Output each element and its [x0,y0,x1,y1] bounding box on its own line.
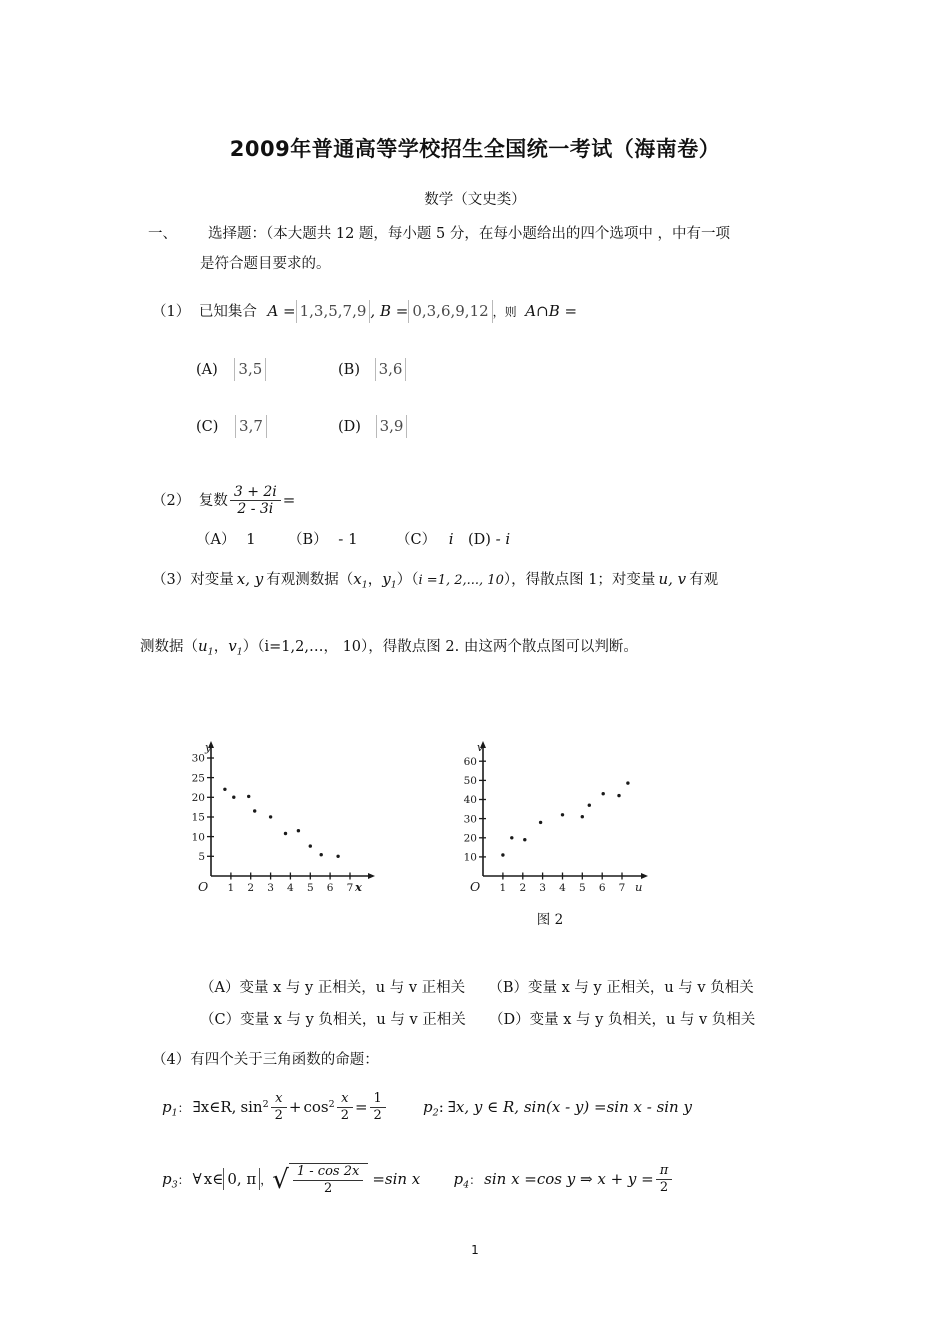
svg-text:6: 6 [326,882,334,894]
data-point [626,781,629,784]
data-point [588,804,591,807]
page-title: 2009年普通高等学校招生全国统一考试（海南卷） [229,137,721,161]
question-3-option-a[interactable] [200,980,465,996]
svg-text:30: 30 [191,752,205,765]
data-point [309,844,312,847]
p3-subscript: 3 [171,1179,178,1191]
p4-fraction [656,1164,673,1196]
option-d-text: 变量 x 与 y 负相关，u 与 v 负相关 [529,1012,756,1028]
p1-arg-2-num: x [341,1091,349,1106]
p3-quantifier: ∀ [192,1169,202,1188]
data-point [539,821,542,824]
question-2-stem: 复数 [198,492,228,509]
svg-text:10: 10 [463,851,477,864]
data-point [320,853,323,856]
p3-interval: 0, π [223,1168,260,1191]
q3-y1-subscript: 1 [390,579,397,591]
question-1-option-c[interactable] [196,415,267,439]
fraction-denominator: 2 - 3i [230,500,281,518]
data-point [336,855,339,858]
option-a-label: (A) [196,362,218,378]
p3-label: p [162,1169,172,1188]
q3-u1: u [198,637,208,655]
question-3-option-c[interactable] [200,1012,466,1028]
p1-arg-2 [337,1092,353,1124]
proposition-p3-p4 [162,1163,902,1197]
p3-sqrt-body [289,1163,368,1197]
option-b-label: （B） [288,532,328,548]
svg-text:20: 20 [191,792,205,804]
data-point [602,792,605,795]
svg-text:20: 20 [463,832,477,845]
p2-colon: : [438,1097,444,1116]
question-1-set-b-lhs: , B = [370,302,409,320]
option-a-label: （A） [200,980,240,996]
p1-sin: sin [240,1097,263,1116]
origin-label: O [198,879,209,894]
q3-vars-uv: u, v [658,570,687,588]
p3-membership: ∈ [212,1169,224,1188]
svg-text:4: 4 [559,882,566,894]
radical-icon: √ [272,1165,289,1196]
q3-comma-1: ， [367,572,383,588]
question-2-option-d[interactable] [468,528,510,552]
p1-label: p [162,1097,172,1116]
section-name: 选择题： [208,226,266,242]
data-point [501,853,504,856]
option-b-label: （B） [488,980,529,996]
option-d-value: - i [495,530,511,548]
q3-line1-b: 有观测数据（ [266,572,354,588]
proposition-p4 [453,1163,674,1195]
p4-fraction-den: 2 [656,1179,673,1196]
svg-text:30: 30 [463,813,477,826]
question-1-number: （1） [152,304,191,320]
section-header [148,224,858,246]
p1-exponent: 2 [262,1098,269,1110]
q3-line2-a: 测数据（ [140,639,198,655]
option-d-value: 3,9 [376,415,408,438]
p4-subscript: 4 [463,1179,470,1191]
data-point [523,838,526,841]
data-point [581,815,584,818]
p4-fraction-num: π [659,1163,669,1178]
svg-text:5: 5 [578,882,586,894]
svg-text:6: 6 [598,882,606,894]
question-3-option-d[interactable] [489,1012,755,1028]
y-axis-label: v [477,741,484,754]
svg-text:2: 2 [519,882,527,894]
p3-sqrt [272,1163,368,1197]
proposition-p1-p2 [162,1092,902,1124]
p3-sqrt-den: 2 [293,1180,363,1197]
p1-exponent-2: 2 [328,1098,335,1110]
p1-subscript: 1 [171,1107,178,1119]
page-subtitle: 数学（文史类） [424,192,526,208]
option-b-label: (B) [338,362,360,378]
question-3-option-b[interactable] [488,980,753,996]
p1-arg-1-num: x [275,1091,283,1106]
svg-text:40: 40 [463,794,477,807]
x-tick-labels [500,882,626,894]
option-c-label: （C） [200,1012,241,1028]
p1-cos: cos [303,1097,329,1116]
data-points [501,781,629,856]
question-2-option-c[interactable] [396,528,454,552]
q3-u1-subscript: 1 [207,646,214,658]
p1-arg-2-den: 2 [337,1107,353,1124]
question-1-then: ，则 [492,305,517,319]
svg-text:2: 2 [247,882,255,894]
question-2 [152,484,295,518]
p1-colon: ： [177,1100,190,1115]
question-4-number: （4） [152,1052,191,1068]
question-1-set-b: 0,3,6,9,12 [408,300,492,323]
p4-body: sin x =cos y ⇒ x + y = [484,1169,654,1188]
option-c-label: （C） [396,532,437,548]
data-point [232,796,235,799]
q3-x1: x [353,570,362,588]
option-d-label: (D) [338,419,361,435]
data-point [561,813,564,816]
question-3-options-row-1 [200,978,920,1000]
q3-line1-c: ）（ [396,572,419,588]
p1-arg-1 [271,1092,287,1124]
p1-rhs-num: 1 [373,1091,382,1106]
data-point [510,836,513,839]
q3-v1-subscript: 1 [236,646,243,658]
question-1-set-a: 1,3,5,7,9 [296,300,371,323]
p4-colon: ： [469,1172,482,1187]
y-tick-labels [192,753,205,863]
svg-text:1: 1 [227,882,235,894]
q3-line2-b: ）（i=1,2,…， 10），得散点图 2. 由这两个散点图可以判断。 [242,639,638,655]
x-axis-label: u [635,880,643,894]
svg-text:3: 3 [267,882,274,894]
question-1-option-a[interactable] [196,358,266,382]
p3-equals: =sin x [372,1169,421,1188]
svg-text:3: 3 [539,882,546,894]
question-2-number: （2） [152,492,191,509]
question-1-set-a-lhs: A = [267,302,296,320]
p1-rhs [370,1092,386,1124]
p1-quantifier: ∃x∈R, [192,1097,237,1116]
section-instructions-line1: （本大题共 12 题，每小题 5 分，在每小题给出的四个选项中 ，中有一项 [266,226,730,242]
p1-equals: = [354,1097,368,1116]
option-c-label: (C) [196,419,219,435]
q3-v1: v [228,637,237,655]
svg-text:15: 15 [191,811,205,824]
svg-text:1: 1 [499,882,507,894]
option-a-value: 1 [246,530,256,548]
option-a-label: （A） [196,532,236,548]
p4-label: p [453,1169,464,1188]
option-d-label: （D） [489,1012,530,1028]
q3-index-range: i =1, 2,..., 10 [418,573,504,588]
question-3-line-1 [152,568,892,593]
question-2-equals: = [282,490,296,509]
question-1-option-d[interactable] [338,415,407,439]
origin-label: O [470,879,481,894]
question-3-line-2 [140,635,900,660]
data-point [617,794,620,797]
scatter-chart-2-svg [447,738,652,903]
q3-line1-a: 对变量 [190,572,234,588]
p2-subscript: 2 [432,1107,439,1119]
q3-vars-xy: x, y [236,570,264,588]
scatter-chart-1-svg [178,738,378,903]
svg-text:10: 10 [191,831,205,844]
section-instructions-line2: 是符合题目要求的。 [200,256,331,272]
svg-text:4: 4 [287,882,294,894]
svg-text:5: 5 [198,851,205,863]
question-3-options-row-2 [200,1010,920,1032]
q3-line1-e: 有观 [689,572,719,588]
p2-body: ∃x, y ∈ R, sin(x - y) =sin x - sin y [447,1097,692,1116]
question-1-expression: A∩B = [525,302,578,320]
section-marker: 一、 [148,226,177,242]
data-point [297,829,300,832]
proposition-p3 [162,1164,421,1196]
option-a-value: 3,5 [234,358,266,381]
question-1 [152,300,872,324]
proposition-p1 [162,1091,388,1123]
option-c-value: 3,7 [235,415,267,438]
p3-sqrt-fraction [293,1165,363,1197]
p1-arg-1-den: 2 [271,1107,287,1124]
p1-rhs-den: 2 [370,1107,386,1124]
question-2-fraction [230,484,281,518]
q3-line1-d: ），得散点图 1；对变量 [503,572,656,588]
question-4-stem: 有四个关于三角函数的命题： [190,1052,379,1068]
svg-text:50: 50 [463,775,477,788]
x-axis-arrow [641,873,648,879]
p1-plus: + [288,1097,302,1116]
proposition-p2 [423,1097,692,1119]
page-number: 1 [471,1243,479,1257]
question-1-option-b[interactable] [338,358,406,382]
question-3-number: （3） [152,572,191,588]
option-b-value: 3,6 [375,358,407,381]
data-point [284,832,287,835]
p3-comma: ， [260,1172,273,1187]
data-point [223,788,226,791]
option-d-label: (D) [468,532,491,548]
q3-comma-2: ， [213,639,229,655]
option-c-text: 变量 x 与 y 负相关，u 与 v 正相关 [240,1012,466,1028]
option-b-text: 变量 x 与 y 正相关，u 与 v 负相关 [528,980,754,996]
y-tick-labels [464,756,477,864]
scatter-chart-1 [178,738,378,903]
option-c-value: i [448,530,454,548]
figure-2-caption: 图 2 [536,912,564,928]
question-4 [152,1050,379,1072]
scatter-chart-2 [447,738,652,903]
option-b-value: - 1 [338,530,358,548]
x-axis-arrow [368,873,375,879]
fraction-numerator: 3 + 2i [233,484,277,500]
svg-text:7: 7 [618,882,626,894]
option-a-text: 变量 x 与 y 正相关，u 与 v 正相关 [239,980,466,996]
x-tick-labels [228,882,354,894]
p3-variable: x [203,1169,213,1188]
svg-text:7: 7 [346,882,354,894]
question-2-option-b[interactable] [288,528,358,552]
p2-label: p [423,1097,433,1116]
p3-sqrt-num: 1 - cos 2x [296,1164,360,1179]
y-axis-label: y [205,741,212,754]
p3-colon: ： [177,1172,190,1187]
x-axis-label: x [355,880,362,894]
svg-text:5: 5 [306,882,314,894]
data-points [223,788,340,858]
svg-text:25: 25 [191,772,205,785]
question-1-stem: 已知集合 [198,304,257,320]
data-point [253,809,256,812]
svg-text:60: 60 [463,755,477,768]
q3-y1: y [382,570,391,588]
q3-x1-subscript: 1 [361,579,368,591]
data-point [247,795,250,798]
data-point [269,815,272,818]
question-2-option-a[interactable] [196,528,256,552]
